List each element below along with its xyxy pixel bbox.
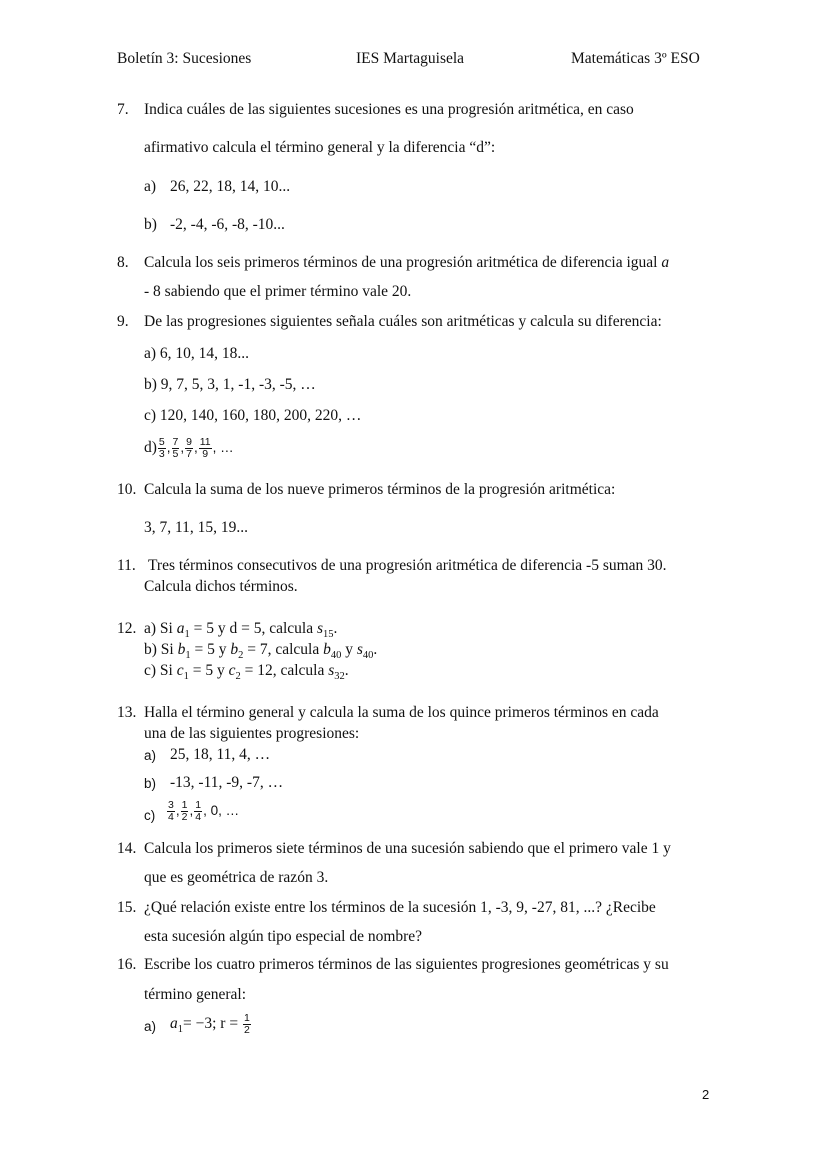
q12-number: 12. [117, 620, 137, 637]
q12-a [144, 620, 337, 640]
numerator: 1 [195, 799, 202, 811]
q9-a: a) 6, 10, 14, 18... [144, 345, 250, 362]
q11-number: 11. [117, 557, 136, 574]
q13-number: 13. [117, 704, 137, 721]
var: c [228, 662, 236, 679]
denominator: 7 [186, 448, 192, 460]
text: c) Si [144, 662, 173, 679]
text: . [344, 662, 349, 679]
text: y [345, 641, 353, 658]
q13-a-label: a) [144, 748, 157, 763]
denominator: 3 [158, 448, 165, 460]
subscript: 2 [235, 671, 241, 683]
q7-line2: afirmativo calcula el término general y la diferencia “d”: [144, 139, 496, 156]
q13-b-text: -13, -11, -9, -7, … [170, 774, 284, 791]
denominator: 4 [168, 811, 174, 823]
header-right: Matemáticas 3º ESO [571, 50, 700, 67]
var: a [170, 1015, 178, 1033]
text: . [333, 620, 338, 637]
q10-line1: Calcula la suma de los nueve primeros términos de la progresión aritmética: [144, 481, 616, 498]
text: a) Si [144, 620, 173, 637]
q7-line1: Indica cuáles de las siguientes sucesiones es una progresión aritmética, en caso [144, 101, 634, 118]
q8-number: 8. [117, 254, 129, 271]
text: = 5 y [192, 662, 225, 679]
q8-line1 [144, 254, 669, 272]
subscript: 1 [183, 671, 189, 683]
denominator: 5 [172, 448, 179, 460]
numerator: 1 [243, 1012, 250, 1024]
q14-line2: que es geométrica de razón 3. [144, 869, 329, 886]
fraction [243, 1013, 251, 1036]
q15-line1: ¿Qué relación existe entre los términos de la sucesión 1, -3, 9, -27, 81, ...? ¿Recibe [144, 899, 656, 916]
fraction [199, 437, 212, 460]
fraction [158, 437, 166, 460]
q13-a-text: 25, 18, 11, 4, … [170, 746, 271, 763]
q16-number: 16. [117, 956, 137, 973]
var: b [230, 641, 239, 658]
fraction [185, 437, 193, 460]
fraction [172, 437, 180, 460]
q9-b: b) 9, 7, 5, 3, 1, -1, -3, -5, … [144, 376, 316, 393]
var: b [177, 641, 186, 658]
q13-line1: Halla el término general y calcula la suma de los quince primeros términos en cada [144, 704, 659, 721]
q13-line2: una de las siguientes progresiones: [144, 725, 360, 742]
subscript: 40 [362, 650, 374, 662]
q7-b-text: -2, -4, -6, -8, -10... [170, 216, 285, 233]
q8-line2: - 8 sabiendo que el primer término vale 20. [144, 283, 412, 300]
q15-line2: esta sucesión algún tipo especial de nombre? [144, 928, 423, 945]
q7-b-label: b) [144, 216, 157, 233]
denominator: 2 [181, 811, 188, 823]
subscript: 1 [184, 629, 190, 641]
q13-b-label: b) [144, 776, 157, 791]
text: = 7, calcula [247, 641, 320, 658]
q8-line1-text: Calcula los seis primeros términos de una progresión aritmética de diferencia igual [144, 254, 658, 271]
numerator: 9 [186, 436, 192, 448]
subscript: 15 [323, 629, 334, 641]
text: = 5 y d = 5, calcula [193, 620, 314, 637]
q7-number: 7. [117, 101, 129, 118]
q10-number: 10. [117, 481, 137, 498]
q12-b [144, 641, 377, 661]
subscript: 1 [177, 1024, 183, 1036]
text: = −3; r = [183, 1015, 239, 1033]
text: . [373, 641, 378, 658]
q7-a-label: a) [144, 178, 157, 195]
var: a [176, 620, 185, 637]
var: s [316, 620, 324, 637]
text: b) Si [144, 641, 174, 658]
q14-line1: Calcula los primeros siete términos de una sucesión sabiendo que el primero vale 1 y [144, 840, 671, 857]
q12-c [144, 662, 349, 682]
q9-d-tail: , … [212, 440, 234, 456]
q14-number: 14. [117, 840, 137, 857]
q7-a-text: 26, 22, 18, 14, 10... [170, 178, 291, 195]
var: c [176, 662, 184, 679]
subscript: 1 [185, 650, 191, 662]
q9-line1: De las progresiones siguientes señala cuáles son aritméticas y calcula su diferencia: [144, 313, 662, 330]
q16-line1: Escribe los cuatro primeros términos de las siguientes progresiones geométricas y su [144, 956, 669, 973]
q9-d: d) $\frac{5}{3}$ , $\frac{7}{5}$ , $\frac{9}{7}$ , $\frac{11}{9}$ , … [144, 436, 234, 460]
numerator: 7 [172, 436, 179, 448]
fraction [194, 800, 202, 823]
denominator: 9 [202, 448, 209, 460]
fraction [167, 800, 175, 823]
q9-c: c) 120, 140, 160, 180, 200, 220, … [144, 407, 362, 424]
numerator: 1 [181, 799, 188, 811]
fraction [181, 800, 189, 823]
text: = 12, calcula [244, 662, 325, 679]
var: b [323, 641, 331, 658]
numerator: 5 [158, 436, 165, 448]
subscript: 40 [330, 650, 342, 662]
q9-d-label: d) [144, 439, 157, 457]
q11-line1: Tres términos consecutivos de una progresión aritmética de diferencia -5 suman 30. [148, 557, 667, 574]
subscript: 32 [334, 671, 345, 683]
q8-line1-var: a [661, 254, 670, 271]
q16-a [170, 1013, 252, 1036]
header-left: Boletín 3: Sucesiones [117, 50, 252, 67]
q13-c-tail: , 0, … [203, 803, 240, 819]
q10-seq: 3, 7, 11, 15, 19... [144, 519, 249, 536]
text: = 5 y [194, 641, 227, 658]
var: s [328, 662, 335, 679]
var: s [356, 641, 363, 658]
q11-line2: Calcula dichos términos. [144, 578, 298, 595]
q9-number: 9. [117, 313, 129, 330]
q16-line2: término general: [144, 986, 246, 1003]
header-center: IES Martaguisela [356, 50, 465, 67]
page-number: 2 [702, 1087, 710, 1102]
denominator: 4 [195, 811, 202, 823]
q13-c: $\frac{3}{4}$ , $\frac{1}{2}$ , $\frac{1}{4}$ , 0, … [168, 799, 240, 823]
q13-c-label: c) [144, 808, 156, 823]
numerator: 11 [199, 436, 211, 448]
q15-number: 15. [117, 899, 137, 916]
q16-a-label: a) [144, 1019, 157, 1034]
subscript: 2 [238, 650, 244, 662]
numerator: 3 [168, 799, 174, 811]
denominator: 2 [243, 1024, 250, 1036]
